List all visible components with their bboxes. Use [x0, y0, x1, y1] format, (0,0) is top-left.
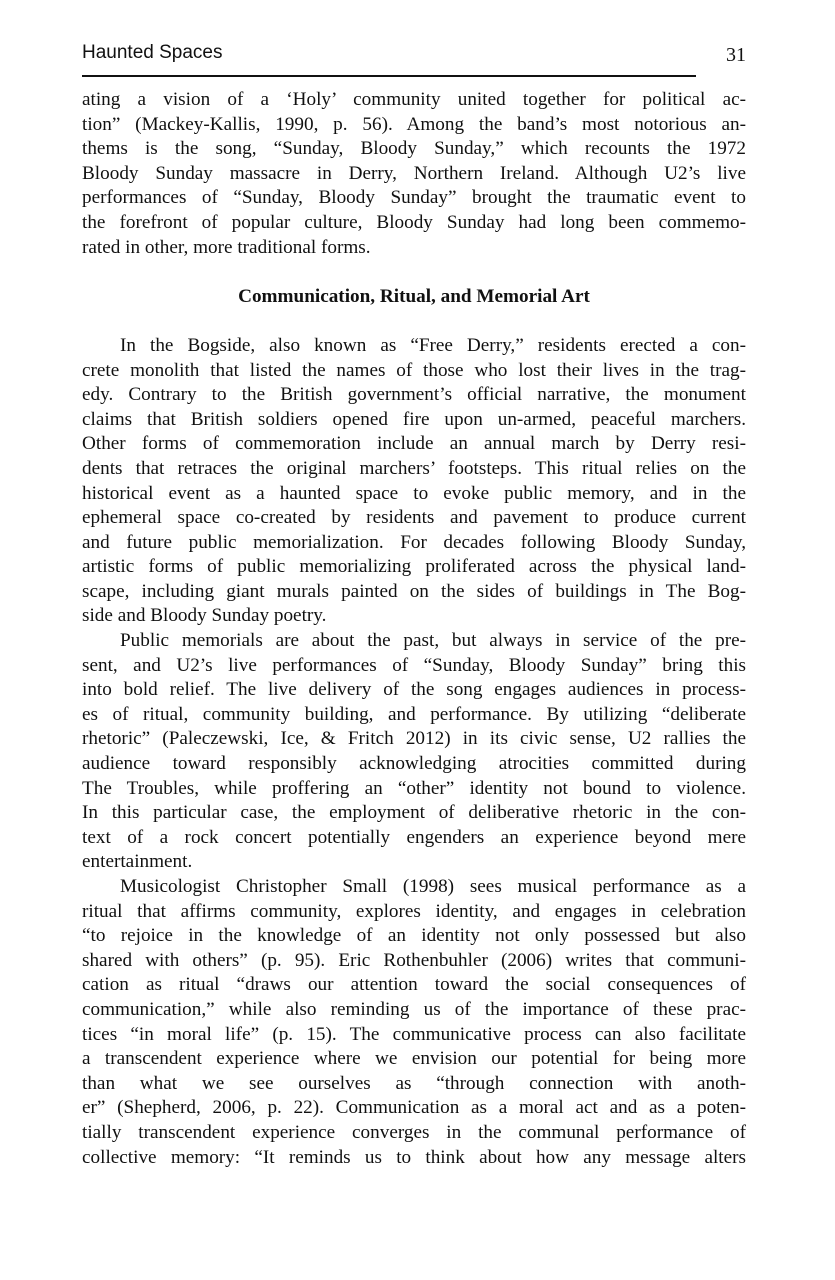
running-title: Haunted Spaces: [82, 42, 223, 63]
text-line: artistic forms of public memorializing proliferated across the physical land-: [82, 556, 746, 578]
text-line: into bold relief. The live delivery of the song engages audiences in process-: [82, 679, 746, 701]
text-line: rhetoric” (Paleczewski, Ice, & Fritch 2012) in its civic sense, U2 rallies the: [82, 728, 746, 750]
text-line: “to rejoice in the knowledge of an identity not only possessed but also: [82, 925, 746, 947]
text-line: communication,” while also reminding us of the importance of these prac-: [82, 998, 746, 1020]
text-line: Other forms of commemoration include an annual march by Derry resi-: [82, 433, 746, 455]
text-line: entertainment.: [82, 851, 193, 873]
text-line: sent, and U2’s live performances of “Sunday, Bloody Sunday” bring this: [82, 654, 746, 676]
paragraph: [82, 334, 746, 629]
text-line: a transcendent experience where we envision our potential for being more: [82, 1048, 746, 1070]
paragraph: [82, 875, 746, 1170]
text-line: ritual that affirms community, explores identity, and engages in celebration: [82, 900, 746, 922]
text-line: tion” (Mackey-Kallis, 1990, p. 56). Among the band’s most notorious an-: [82, 113, 746, 135]
text-line: es of ritual, community building, and performance. By utilizing “deliberate: [82, 703, 746, 725]
text-line: edy. Contrary to the British government’s official narrative, the monument: [82, 384, 746, 406]
page-number: 31: [726, 44, 746, 66]
text-line: historical event as a haunted space to evoke public memory, and in the: [82, 482, 746, 504]
text-line: collective memory: “It reminds us to think about how any message alters: [82, 1146, 746, 1168]
text-line: Public memorials are about the past, but always in service of the pre-: [120, 630, 746, 652]
text-line: ephemeral space co-created by residents and pavement to produce current: [82, 507, 746, 529]
text-line: thems is the song, “Sunday, Bloody Sunday,” which recounts the 1972: [82, 138, 746, 160]
section-heading: Communication, Ritual, and Memorial Art: [238, 285, 590, 307]
body-text: [82, 88, 746, 1170]
text-line: ating a vision of a ‘Holy’ community united together for political ac-: [82, 89, 746, 110]
heading-space-above: [82, 260, 746, 285]
text-line: In the Bogside, also known as “Free Derry,” residents erected a con-: [120, 334, 746, 356]
text-line: scape, including giant murals painted on the sides of buildings in The Bog-: [82, 580, 746, 602]
text-line: Musicologist Christopher Small (1998) sees musical performance as a: [120, 876, 746, 897]
text-line: claims that British soldiers opened fire upon un-armed, peaceful marchers.: [82, 408, 746, 430]
text-line: text of a rock concert potentially engenders an experience beyond mere: [82, 826, 746, 848]
text-line: side and Bloody Sunday poetry.: [82, 605, 327, 627]
text-line: the forefront of popular culture, Bloody Sunday had long been commemo-: [82, 211, 746, 233]
text-line: The Troubles, while proffering an “other” identity not bound to violence.: [82, 777, 746, 799]
text-line: er” (Shepherd, 2006, p. 22). Communication as a moral act and as a poten-: [82, 1097, 746, 1119]
running-header: [82, 40, 746, 76]
text-line: tially transcendent experience converges in the communal performance of: [82, 1121, 746, 1143]
text-line: rated in other, more traditional forms.: [82, 236, 371, 258]
text-line: Bloody Sunday massacre in Derry, Northern Ireland. Although U2’s live: [82, 162, 746, 184]
text-line: dents that retraces the original marchers’ footsteps. This ritual relies on the: [82, 457, 746, 479]
text-line: In this particular case, the employment of deliberative rhetoric in the con-: [82, 802, 746, 824]
heading-space-below: [82, 309, 746, 334]
text-line: and future public memorialization. For decades following Bloody Sunday,: [82, 531, 746, 553]
paragraph: [82, 88, 746, 260]
text-line: tices “in moral life” (p. 15). The communicative process can also facilitate: [82, 1023, 746, 1045]
text-line: audience toward responsibly acknowledging atrocities committed during: [82, 753, 746, 775]
paragraph: [82, 629, 746, 875]
text-line: performances of “Sunday, Bloody Sunday” brought the traumatic event to: [82, 187, 746, 209]
text-line: cation as ritual “draws our attention toward the social consequences of: [82, 974, 746, 996]
text-line: shared with others” (p. 95). Eric Rothenbuhler (2006) writes that communi-: [82, 949, 746, 971]
text-line: crete monolith that listed the names of those who lost their lives in the trag-: [82, 359, 746, 381]
header-rule: [82, 75, 696, 77]
text-line: than what we see ourselves as “through connection with anoth-: [82, 1072, 746, 1094]
